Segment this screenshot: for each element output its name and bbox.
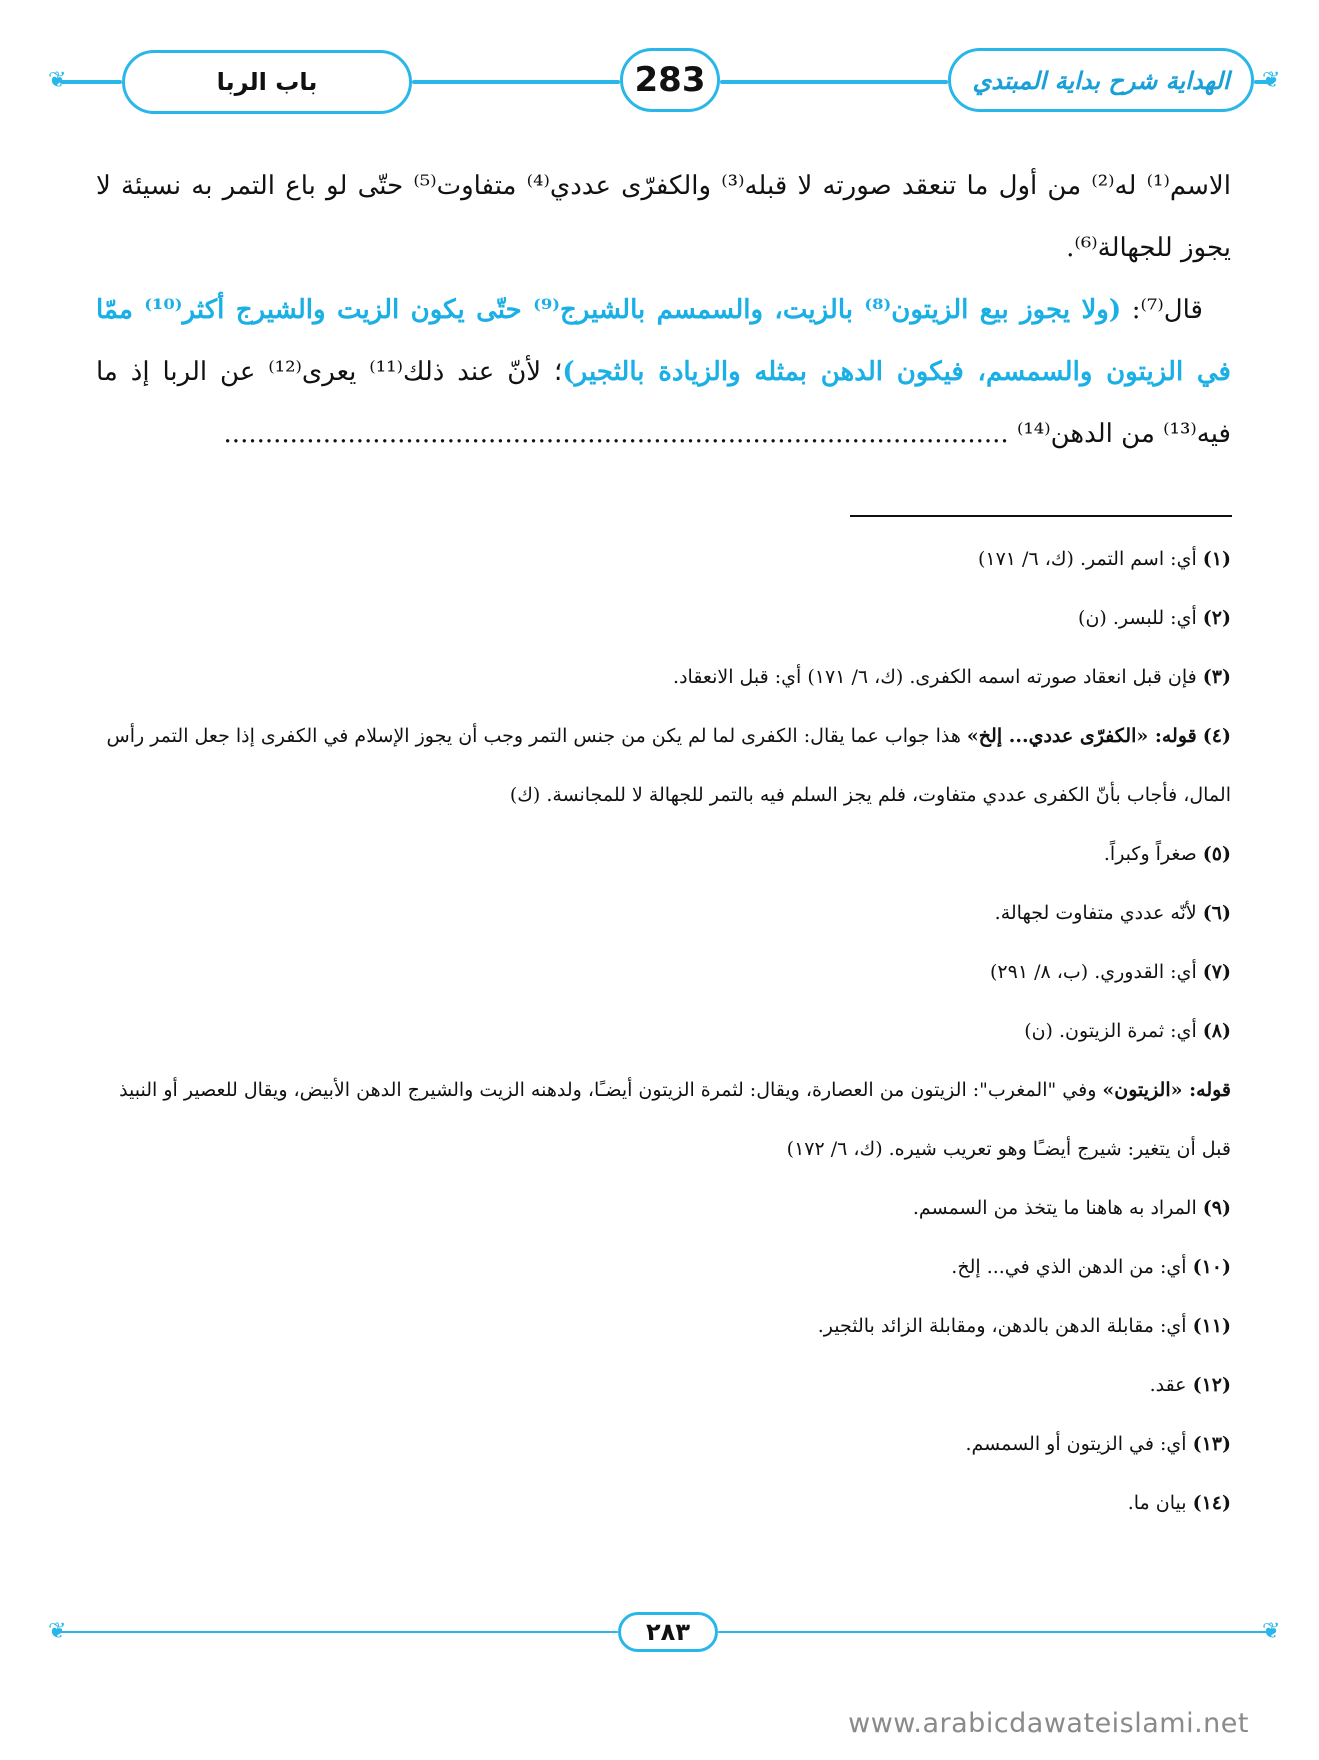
footnote-5 [96, 825, 1231, 884]
footnote-text: فإن قبل انعقاد صورته اسمه الكفرى. (ك، ٦/ ١٧١) أي: قبل الانعقاد. [673, 666, 1197, 688]
header-page-number-text: 283 [634, 60, 706, 100]
footnote-number: (١٣) [1192, 1433, 1231, 1455]
footnote-separator [850, 515, 1232, 517]
footnote-text: أي: القدوري. (ب، ٨/ ٢٩١) [989, 961, 1197, 983]
qala-intro: قال⁽⁷⁾: [1121, 295, 1203, 325]
footnote-text: صغراً وكبراً. [1103, 843, 1197, 865]
footnote-8 [96, 1002, 1231, 1061]
footnote-number: (١٤) [1192, 1492, 1231, 1514]
website-url[interactable]: www.arabicdawateislami.net [848, 1708, 1249, 1739]
footer-rule-left [60, 1631, 618, 1633]
footnote-7 [96, 943, 1231, 1002]
footnote-11 [96, 1297, 1231, 1356]
footnote-13 [96, 1415, 1231, 1474]
footnote-9 [96, 1179, 1231, 1238]
header-rule-mid-left [412, 80, 620, 84]
sharh-text: ؛ لأنّ عند ذلك⁽¹¹⁾ يعرى⁽¹²⁾ عن الربا إذ ما فيه⁽¹³⁾ من الدهن⁽¹⁴⁾ ............................................................................................... [96, 357, 1231, 449]
footnote-6 [96, 884, 1231, 943]
footnote-text: أي: ثمرة الزيتون. (ن) [1024, 1020, 1197, 1042]
footnote-8-continued [96, 1061, 1231, 1179]
footnote-number: (٩) [1202, 1197, 1231, 1219]
footnote-text: أي: في الزيتون أو السمسم. [965, 1433, 1187, 1455]
footer-rule-right [718, 1631, 1274, 1633]
footer-ornament-left-icon: ❦ [48, 1619, 67, 1644]
footnote-text: هذا جواب عما يقال: الكفرى لما لم يكن من جنس التمر وجب أن يجوز الإسلام في الكفرى إذا جعل التمر رأس المال، فأجاب بأنّ الكفرى عددي متفاوت، فلم يجز السلم فيه بالتمر للجهالة لا للمجانسة. (ك) [106, 725, 1231, 806]
footnote-number: (١) [1202, 548, 1231, 570]
footer-page-number-text: ٢٨٣ [646, 1618, 690, 1646]
footnote-10 [96, 1238, 1231, 1297]
main-paragraph-2 [96, 279, 1231, 465]
footnote-14 [96, 1474, 1231, 1533]
footnote-text: لأنّه عددي متفاوت لجهالة. [994, 902, 1197, 924]
footer-ornament-right-icon: ❦ [1262, 1619, 1281, 1644]
footnote-number: (٧) [1202, 961, 1231, 983]
footnote-text: أي: اسم التمر. (ك، ٦/ ١٧١) [977, 548, 1197, 570]
footnote-number: (٥) [1202, 843, 1231, 865]
footnote-number: (٦) [1202, 902, 1231, 924]
footer-page-number [618, 1612, 718, 1652]
footnote-lead: قوله: «الزيتون» [1102, 1079, 1231, 1101]
header-rule-left [60, 80, 122, 84]
footnote-number: (٤) [1202, 725, 1231, 747]
footnote-text: أي: مقابلة الدهن بالدهن، ومقابلة الزائد بالثجير. [817, 1315, 1187, 1337]
footnote-text: بيان ما. [1127, 1492, 1187, 1514]
footnote-text: وفي "المغرب": الزيتون من العصارة، ويقال: لثمرة الزيتون أيضـًا، ولدهنه الزيت والشيرج الدهن الأبيض، ويقال للعصير أو النبيذ قبل أن يتغير: شيرج أيضـًا وهو تعريب شيره. (ك، ٦/ ١٧٢) [119, 1079, 1231, 1160]
main-text [96, 155, 1231, 465]
footnote-2 [96, 589, 1231, 648]
footnote-1 [96, 530, 1231, 589]
footnote-text: المراد به هاهنا ما يتخذ من السمسم. [912, 1197, 1197, 1219]
footnote-number: (١١) [1192, 1315, 1231, 1337]
book-title [948, 48, 1254, 112]
footnote-number: (٨) [1202, 1020, 1231, 1042]
footnote-lead: قوله: «الكفرّى عددي... إلخ» [966, 725, 1197, 747]
chapter-title-text: باب الربا [216, 68, 318, 96]
matn-highlight: (ولا يجوز بيع الزيتون⁽⁸⁾ بالزيت، والسمسم بالشيرج⁽⁹⁾ حتّى يكون الزيت والشيرج أكثر⁽¹⁰⁾ ممّا في الزيتون والسمسم، فيكون الدهن بمثله والزيادة بالثجير) [96, 295, 1231, 387]
header-ornament-left-icon: ❦ [48, 68, 67, 93]
main-paragraph-1: الاسم⁽¹⁾ له⁽²⁾ من أول ما تنعقد صورته لا قبله⁽³⁾ والكفرّى عددي⁽⁴⁾ متفاوت⁽⁵⁾ حتّى لو باع التمر به نسيئة لا يجوز للجهالة⁽⁶⁾. [96, 171, 1231, 263]
footnotes [96, 530, 1231, 1533]
footnote-text: أي: من الدهن الذي في... إلخ. [951, 1256, 1187, 1278]
header-rule-mid-right [720, 80, 948, 84]
footnote-text: أي: للبسر. (ن) [1078, 607, 1197, 629]
book-title-text: الهداية شرح بداية المبتدي [972, 65, 1230, 95]
footnote-number: (١٠) [1192, 1256, 1231, 1278]
header-page-number [620, 48, 720, 112]
footnote-3 [96, 648, 1231, 707]
footnote-text: عقد. [1149, 1374, 1187, 1396]
header-ornament-right-icon: ❦ [1262, 68, 1281, 93]
footnote-number: (١٢) [1192, 1374, 1231, 1396]
footnote-12 [96, 1356, 1231, 1415]
footnote-4 [96, 707, 1231, 825]
chapter-title [122, 50, 412, 114]
footnote-number: (٣) [1202, 666, 1231, 688]
footnote-number: (٢) [1202, 607, 1231, 629]
